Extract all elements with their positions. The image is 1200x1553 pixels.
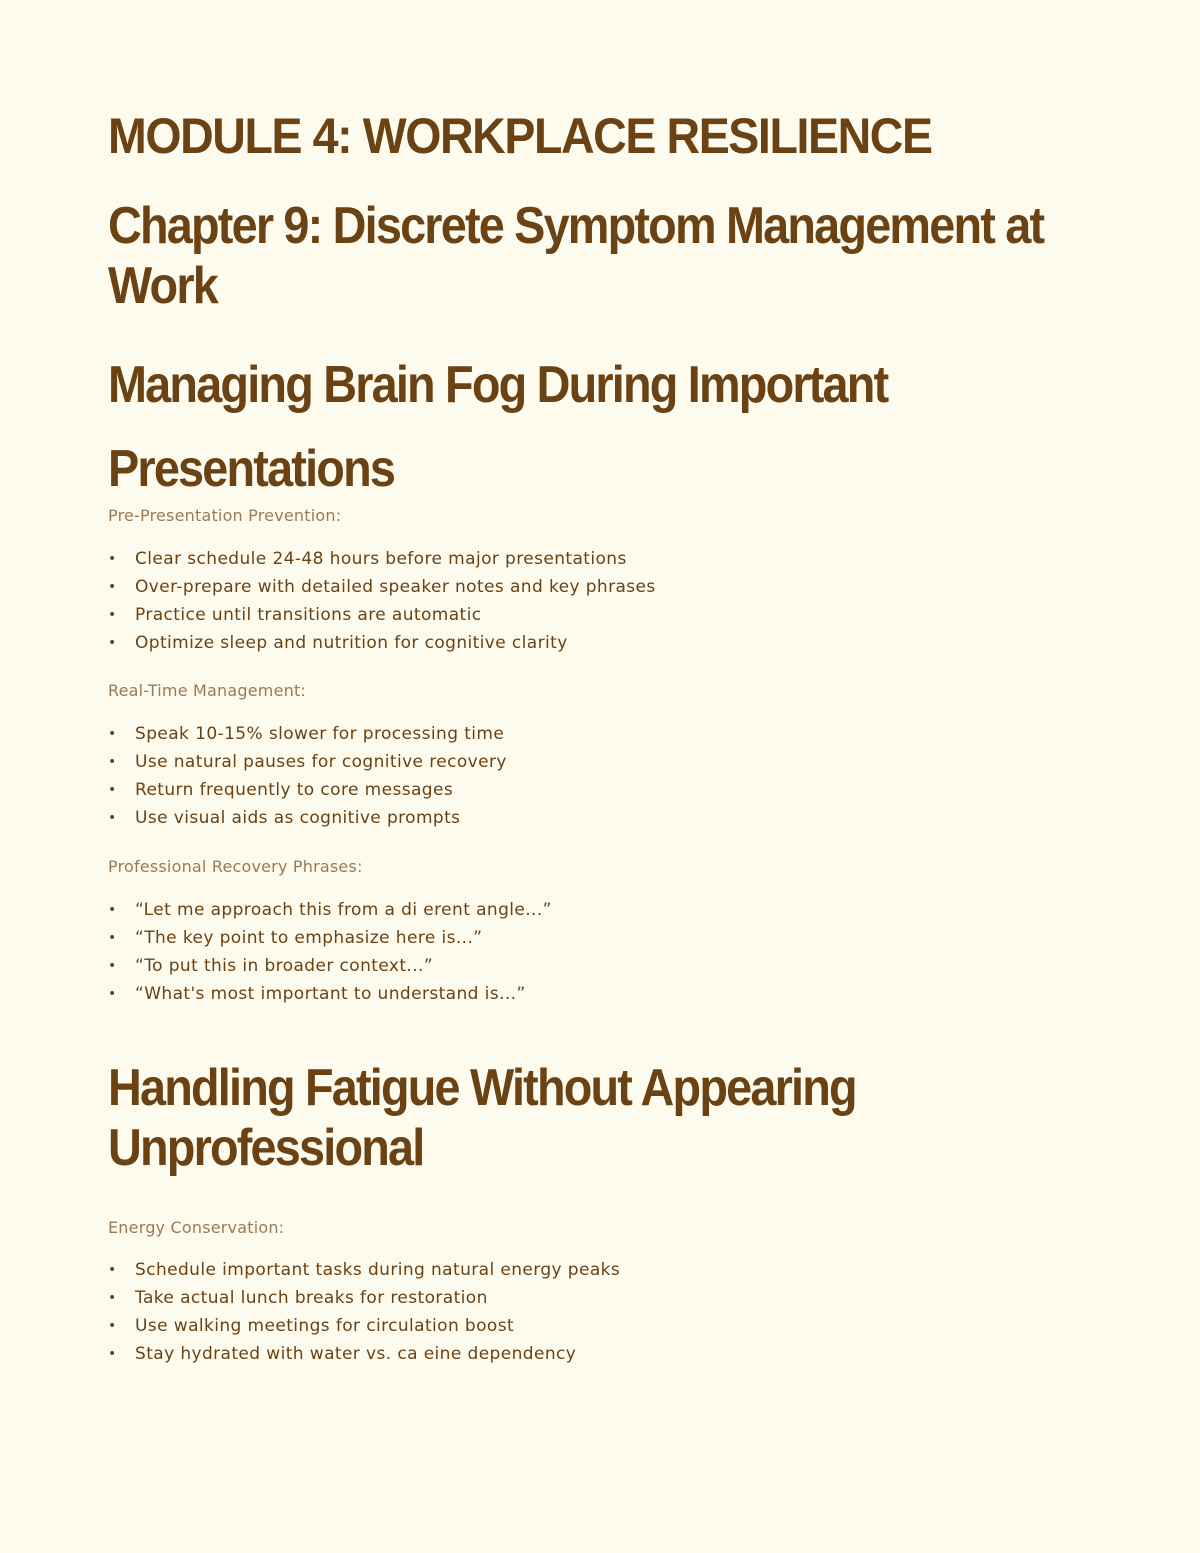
list-item (108, 952, 552, 980)
module-title: MODULE 4: WORKPLACE RESILIENCE (108, 108, 932, 164)
section-title-brain-fog: Managing Brain Fog During Important Presentations (108, 356, 888, 498)
bullet-icon: • (108, 1262, 117, 1278)
list-item-text: Optimize sleep and nutrition for cognitive clarity (135, 633, 568, 653)
bullet-icon: • (108, 551, 117, 567)
list-item (108, 629, 656, 657)
list-item (108, 573, 656, 601)
bullet-icon: • (108, 902, 117, 918)
bullet-icon: • (108, 726, 117, 742)
list-item-text: Return frequently to core messages (135, 780, 454, 800)
list-item-text: “Let me approach this from a di erent angle...” (135, 900, 552, 920)
list-item (108, 896, 552, 924)
list-item (108, 980, 552, 1008)
list-item (108, 1312, 620, 1340)
bullet-icon: • (108, 1346, 117, 1362)
list-item-text: “What's most important to understand is...” (135, 984, 526, 1004)
list-item (108, 748, 507, 776)
list-item-text: “To put this in broader context...” (135, 956, 434, 976)
bullet-icon: • (108, 607, 117, 623)
list-real-time (108, 720, 507, 832)
list-item-text: Schedule important tasks during natural energy peaks (135, 1260, 621, 1280)
bullet-icon: • (108, 1318, 117, 1334)
subheading-real-time: Real-Time Management: (108, 681, 307, 700)
list-item-text: Use natural pauses for cognitive recovery (135, 752, 507, 772)
bullet-icon: • (108, 635, 117, 651)
bullet-icon: • (108, 958, 117, 974)
bullet-icon: • (108, 810, 117, 826)
bullet-icon: • (108, 579, 117, 595)
bullet-icon: • (108, 782, 117, 798)
bullet-icon: • (108, 930, 117, 946)
list-pre-presentation (108, 545, 656, 657)
list-item (108, 720, 507, 748)
bullet-icon: • (108, 1290, 117, 1306)
list-item (108, 601, 656, 629)
list-item (108, 1284, 620, 1312)
list-item (108, 924, 552, 952)
list-item-text: Practice until transitions are automatic (135, 605, 482, 625)
subheading-energy-conservation: Energy Conservation: (108, 1218, 285, 1237)
subheading-recovery-phrases: Professional Recovery Phrases: (108, 857, 363, 876)
subheading-pre-presentation: Pre-Presentation Prevention: (108, 506, 342, 525)
list-item-text: Clear schedule 24-48 hours before major presentations (135, 549, 627, 569)
list-item-text: Use visual aids as cognitive prompts (135, 808, 461, 828)
list-item-text: Use walking meetings for circulation boost (135, 1316, 515, 1336)
chapter-title: Chapter 9: Discrete Symptom Management at Work (108, 197, 1044, 315)
list-item-text: “The key point to emphasize here is...” (135, 928, 483, 948)
list-item-text: Speak 10-15% slower for processing time (135, 724, 505, 744)
list-item-text: Take actual lunch breaks for restoration (135, 1288, 488, 1308)
list-item (108, 545, 656, 573)
list-item-text: Over-prepare with detailed speaker notes and key phrases (135, 577, 656, 597)
list-item (108, 1256, 620, 1284)
bullet-icon: • (108, 754, 117, 770)
list-energy-conservation (108, 1256, 620, 1368)
list-item (108, 804, 507, 832)
list-item (108, 1340, 620, 1368)
list-recovery-phrases (108, 896, 552, 1008)
list-item-text: Stay hydrated with water vs. ca eine dependency (135, 1344, 577, 1364)
bullet-icon: • (108, 986, 117, 1002)
section-title-fatigue: Handling Fatigue Without Appearing Unprofessional (108, 1059, 856, 1177)
list-item (108, 776, 507, 804)
